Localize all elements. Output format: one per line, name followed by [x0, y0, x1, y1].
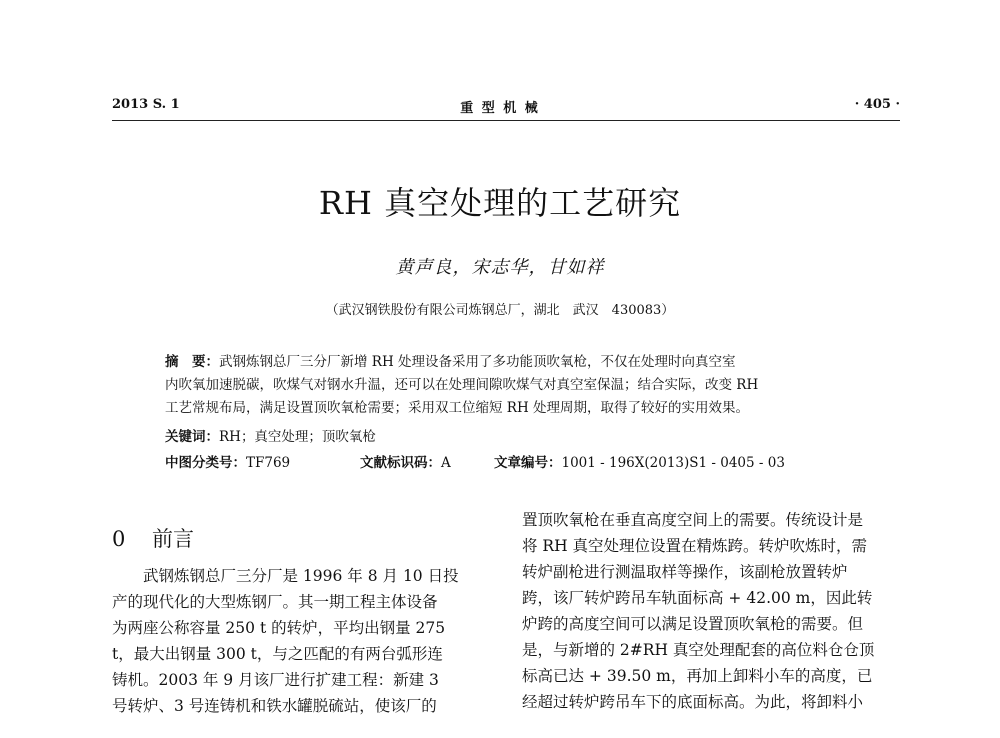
right-column-line: 将 RH 真空处理位设置在精炼跨。转炉吹炼时，需 [522, 537, 868, 555]
left-column-line: 为两座公称容量 250 t 的转炉，平均出钢量 275 [112, 619, 446, 637]
doc-value: A [441, 455, 451, 471]
section-number: 0 [112, 527, 126, 551]
clc-label: 中图分类号： [165, 455, 246, 471]
header-page-number: · 405 · [854, 97, 900, 112]
classification-doc [360, 452, 451, 475]
keywords-label: 关键词： [165, 429, 219, 445]
right-column-line: 炉跨的高度空间可以满足设置顶吹氧枪的需要。但 [522, 615, 864, 633]
right-column-line: 转炉副枪进行测温取样等操作，该副枪放置转炉 [522, 563, 848, 581]
header-rule [112, 120, 900, 121]
right-column-line: 是，与新增的 2#RH 真空处理配套的高位料仓仓顶 [522, 641, 875, 659]
right-column-line: 标高已达 + 39.50 m，再加上卸料小车的高度，已 [522, 667, 873, 685]
article-label: 文章编号： [494, 455, 562, 471]
abstract-label: 摘 要： [165, 354, 219, 370]
authors: 黄声良，宋志华，甘如祥 [395, 257, 605, 278]
left-column-line: 武钢炼钢总厂三分厂是 1996 年 8 月 10 日投 [112, 567, 459, 585]
classification-clc [165, 452, 290, 475]
article-value: 1001 - 196X(2013)S1 - 0405 - 03 [561, 455, 785, 471]
keywords [165, 426, 376, 449]
left-column-line: 号转炉、3 号连铸机和铁水罐脱硫站，使该厂的 [112, 697, 437, 715]
left-column-line: t，最大出钢量 300 t，与之匹配的有两台弧形连 [112, 645, 443, 663]
abstract-line-1 [165, 351, 736, 374]
right-column-line: 跨，该厂转炉跨吊车轨面标高 + 42.00 m，因此转 [522, 589, 873, 607]
abstract-line-3: 工艺常规布局，满足设置顶吹氧枪需要；采用双工位缩短 RH 处理周期，取得了较好的实用效果。 [165, 400, 750, 416]
header-left: 2013 S. 1 [112, 97, 180, 112]
abstract-line-2: 内吹氧加速脱碳，吹煤气对钢水升温，还可以在处理间隙吹煤气对真空室保温；结合实际，改变 RH [165, 377, 759, 393]
left-column-line: 产的现代化的大型炼钢厂。其一期工程主体设备 [112, 593, 438, 611]
right-column-line: 置顶吹氧枪在垂直高度空间上的需要。传统设计是 [522, 511, 864, 529]
affiliation: （武汉钢铁股份有限公司炼钢总厂，湖北 武汉 430083） [325, 303, 675, 318]
abstract-text: 武钢炼钢总厂三分厂新增 RH 处理设备采用了多功能顶吹氧枪，不仅在处理时向真空室 [219, 354, 736, 370]
doc-label: 文献标识码： [360, 455, 441, 471]
left-column-line: 铸机。2003 年 9 月该厂进行扩建工程：新建 3 [112, 671, 439, 689]
keywords-value: RH；真空处理；顶吹氧枪 [219, 429, 376, 445]
clc-value: TF769 [246, 455, 291, 471]
classification-article [494, 452, 785, 475]
paper-title: RH 真空处理的工艺研究 [318, 184, 682, 222]
header-center: 重 型 机 械 [460, 101, 540, 116]
right-column-line: 经超过转炉跨吊车下的底面标高。为此，将卸料小 [522, 693, 864, 711]
section-title: 前言 [152, 527, 194, 551]
section-heading [112, 523, 194, 553]
